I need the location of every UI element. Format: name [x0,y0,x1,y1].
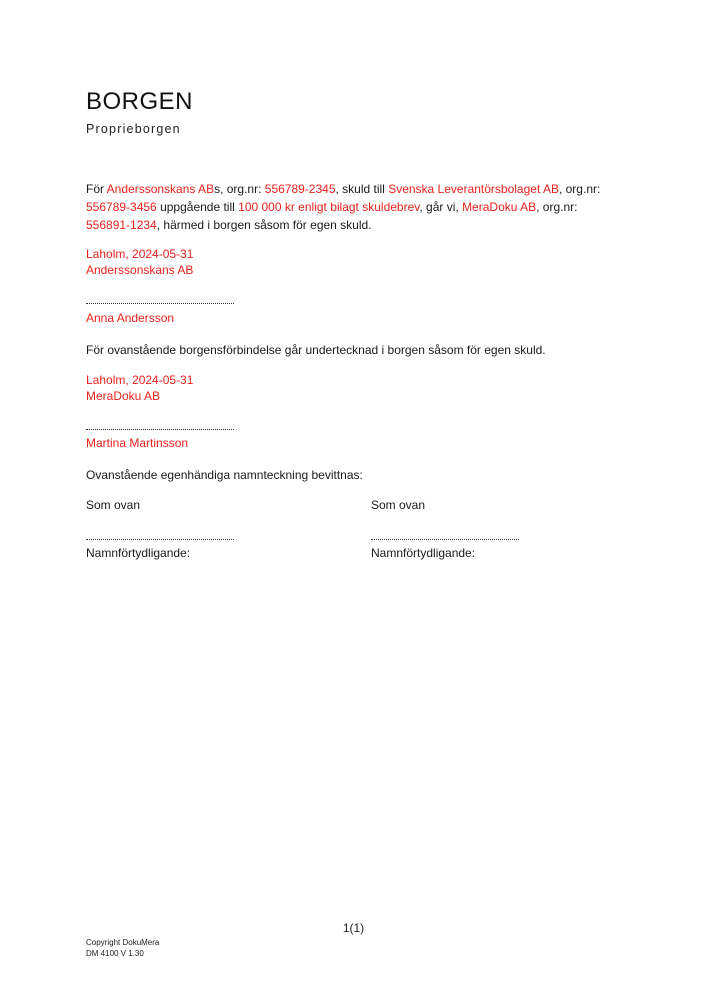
debtor-orgnr: 556789-2345 [264,182,336,196]
signature2-line [86,429,234,430]
co-signer-paragraph: För ovanstående borgensförbindelse går undertecknad i borgen såsom för egen skuld. [86,343,546,357]
witness-right-name-label: Namnförtydligande: [371,546,476,560]
text-fragment: s, org.nr: [214,182,265,196]
signature2-name: Martina Martinsson [86,436,189,450]
footer-copyright: Copyright DokuMera [86,938,160,947]
document-title: BORGEN [86,88,194,115]
signature1-line [86,303,234,304]
creditor-orgnr: 556789-3456 [86,200,157,214]
document-subtitle: Proprieborgen [86,122,181,136]
witness-left-place: Som ovan [86,498,141,512]
signature1-place-date: Laholm, 2024-05-31 [86,247,194,261]
signature1-name: Anna Andersson [86,311,175,325]
debtor-name: Anderssonskans AB [106,182,215,196]
text-fragment: , org.nr: [558,182,601,196]
witness-left-signature-line [86,539,234,540]
guarantor-name: MeraDoku AB [462,200,537,214]
text-fragment: , skuld till [335,182,389,196]
creditor-name: Svenska Leverantörsbolaget AB [388,182,559,196]
witness-left-name-label: Namnförtydligande: [86,546,191,560]
text-fragment: För [86,182,107,196]
text-fragment: , härmed i borgen såsom för egen skuld. [156,218,372,232]
footer-version: DM 4100 V 1.30 [86,949,144,958]
signature1-company: Anderssonskans AB [86,263,194,277]
witness-right-place: Som ovan [371,498,426,512]
witness-heading: Ovanstående egenhändiga namnteckning bevittnas: [86,468,363,482]
signature2-place-date: Laholm, 2024-05-31 [86,373,194,387]
witness-right-signature-line [371,539,519,540]
text-fragment: , org.nr: [536,200,578,214]
text-fragment: , går vi, [419,200,463,214]
guarantor-orgnr: 556891-1234 [86,218,157,232]
guarantee-paragraph [86,180,626,234]
page-number: 1(1) [342,921,365,935]
debt-amount: 100 000 kr enligt bilagt skuldebrev [238,200,420,214]
signature2-company: MeraDoku AB [86,389,161,403]
text-fragment: uppgående till [156,200,239,214]
